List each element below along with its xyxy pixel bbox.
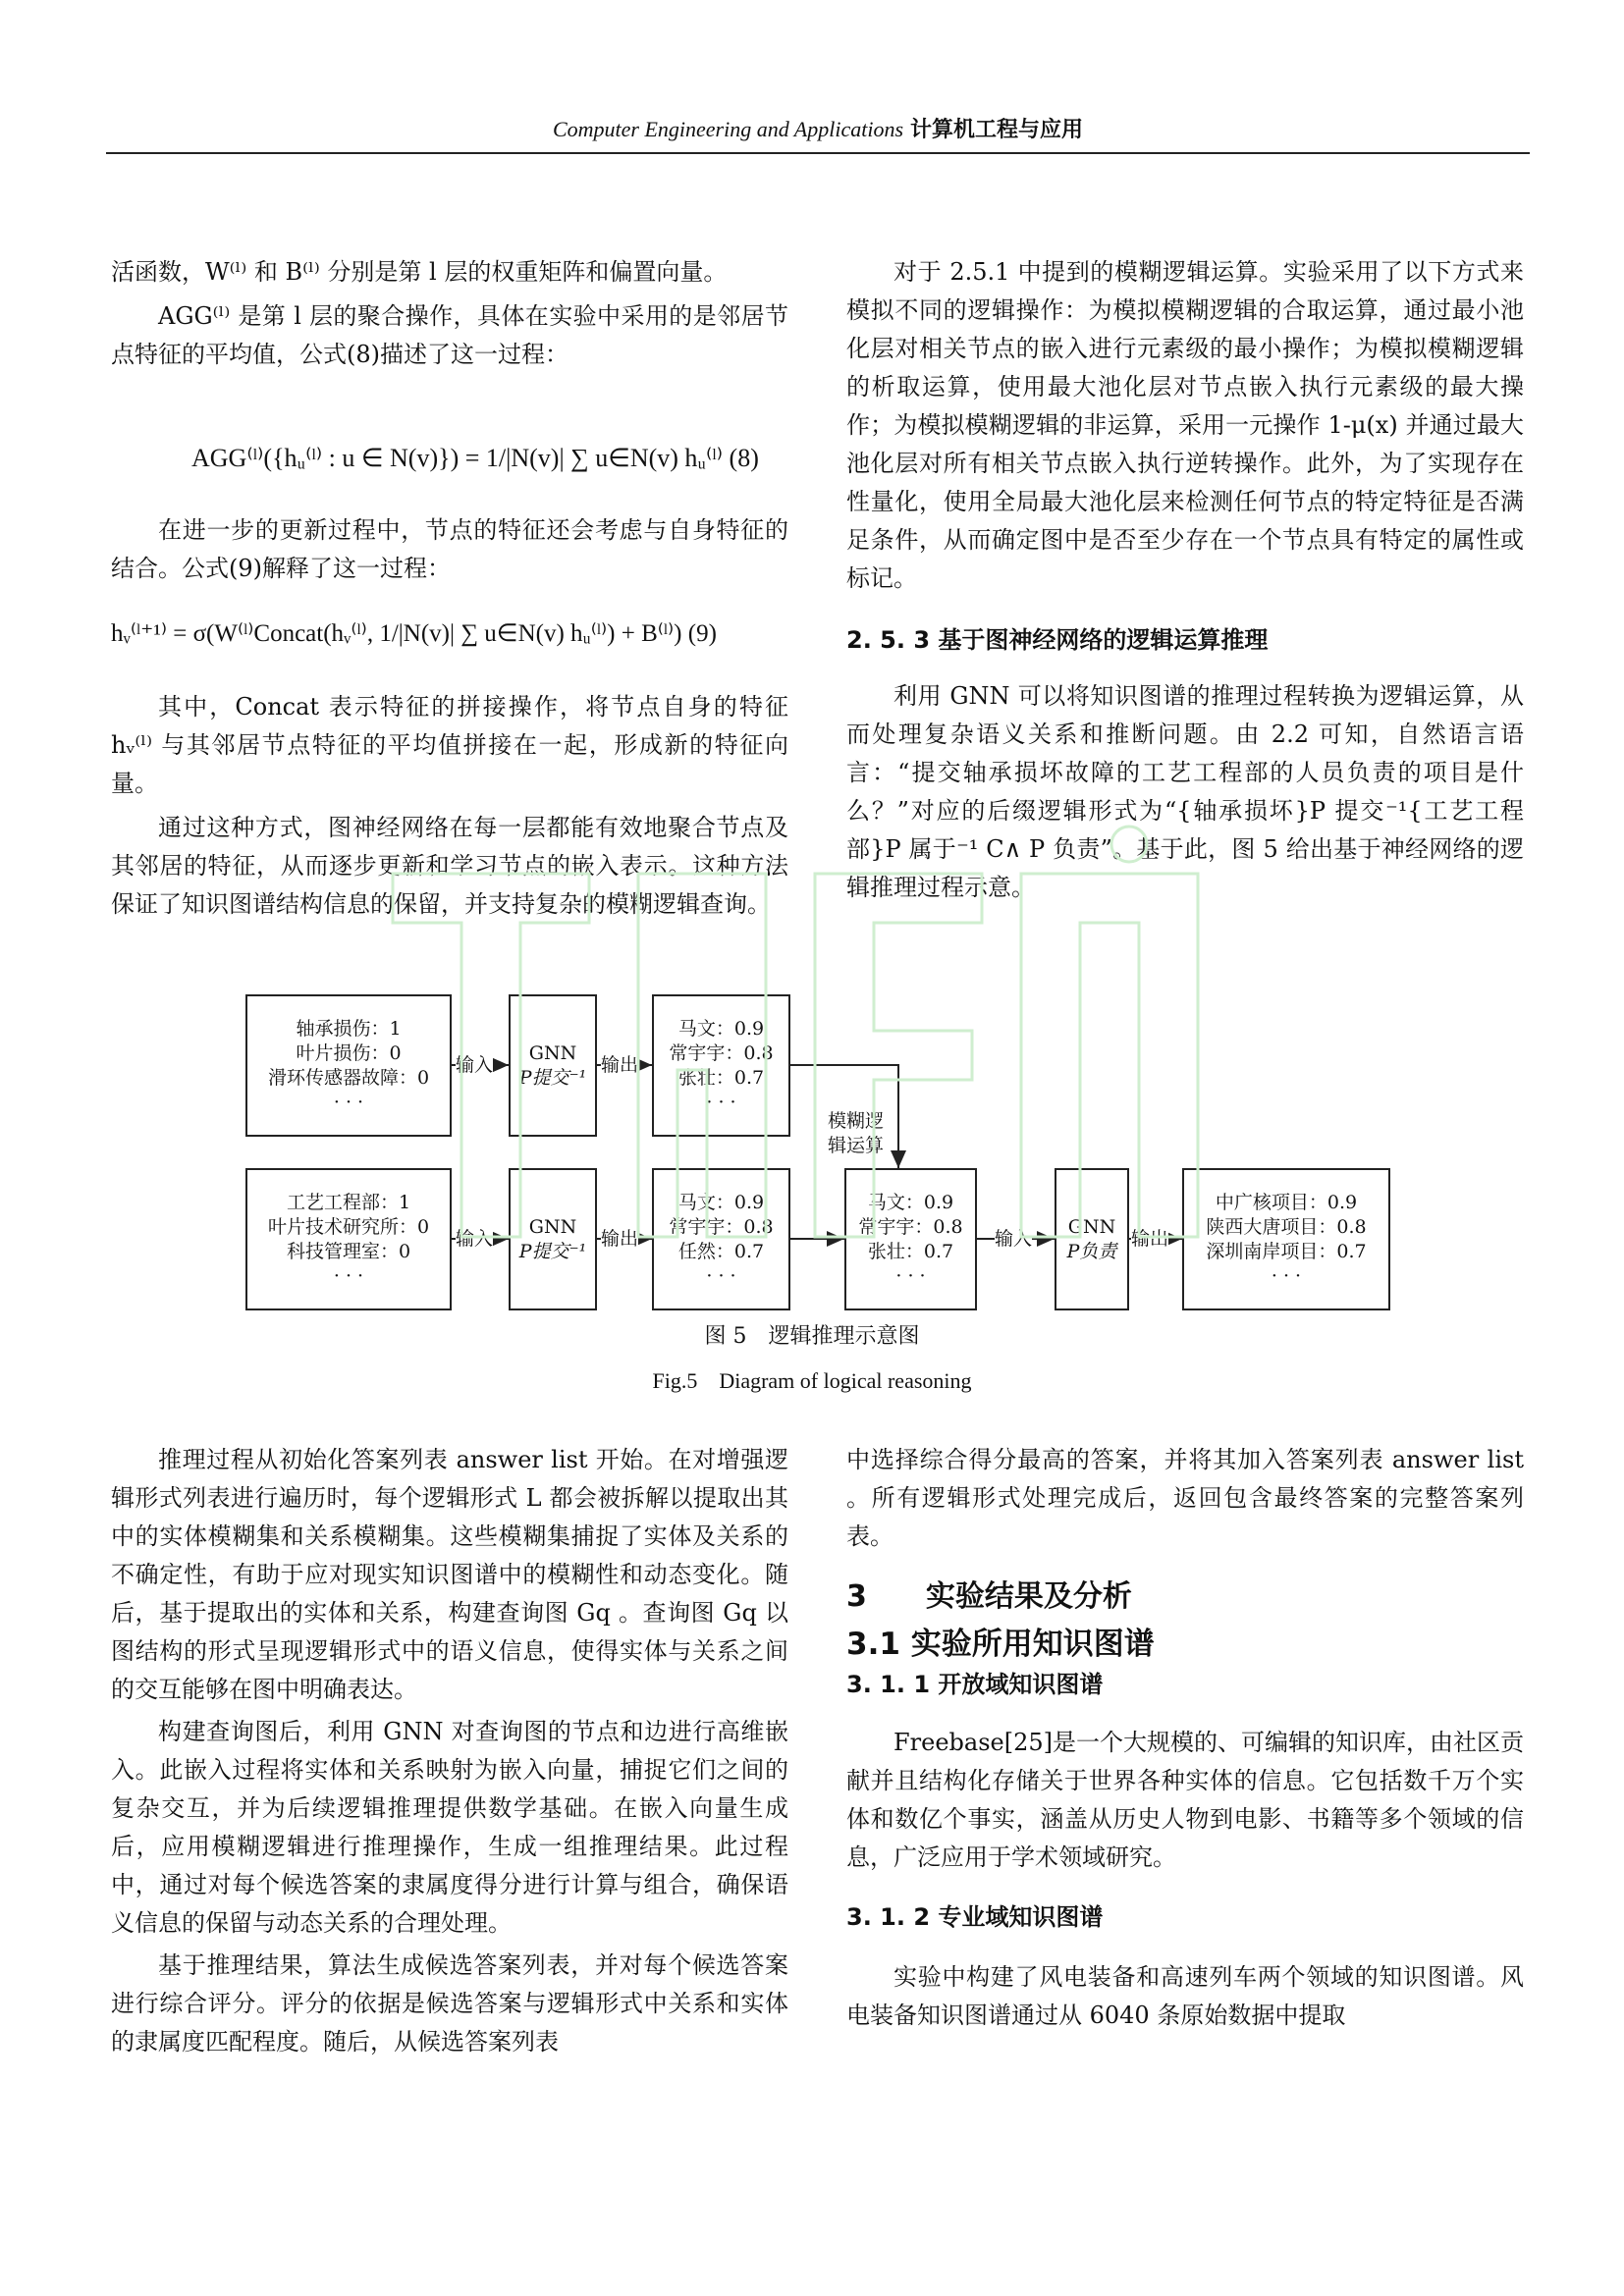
input-entity-box-faults: [245, 994, 452, 1137]
journal-title-en: Computer Engineering and Applications: [552, 117, 904, 141]
relation-label: P负责: [1066, 1240, 1117, 1262]
fuzzy-logic-label: [828, 1109, 884, 1158]
paragraph: 对于 2.5.1 中提到的模糊逻辑运算。实验采用了以下方式来模拟不同的逻辑操作：为模拟模糊逻辑的合取运算，通过最小池化层对相关节点的嵌入进行元素级的最小操作；为模拟模糊逻辑的析取运算，使用最大池化层对节点嵌入执行元素级的最大操作；为模拟模糊逻辑的非运算，采用一元操作 1-μ(x) 并通过最大池化层对所有相关节点嵌入执行逆转操作。此外，为了实现存在性量化，使用全局最大池化层来检测任何节点的特定特征是否满足条件，从而确定图中是否至少存在一个节点具有特定的属性或标记。: [846, 258, 1524, 592]
paragraph: AGG⁽ˡ⁾ 是第 l 层的聚合操作，具体在实验中采用的是邻居节点特征的平均值，公式(8)描述了这一过程：: [111, 302, 788, 368]
fuzzy-result-box: [844, 1168, 977, 1310]
section-heading-3-1: 3.1 实验所用知识图谱: [846, 1627, 1155, 1662]
box-line: 叶片技术研究所：0: [267, 1215, 430, 1238]
box-line: 任然：0.7: [677, 1240, 765, 1262]
paragraph: 在进一步的更新过程中，节点的特征还会考虑与自身特征的结合。公式(9)解释了这一过程：: [111, 516, 788, 582]
box-line: 常宇宇：0.8: [669, 1041, 774, 1064]
section-heading-3: 3 实验结果及分析: [846, 1579, 1132, 1614]
box-line: · · ·: [1271, 1264, 1302, 1287]
box-line: · · ·: [333, 1091, 364, 1113]
paragraph: 推理过程从初始化答案列表 answer list 开始。在对增强逻辑形式列表进行遍历时，每个逻辑形式 L 都会被拆解以提取出其中的实体模糊集和关系模糊集。这些模糊集捕捉了实体及关系的不确定性，有助于应对现实知识图谱中的模糊性和动态变化。随后，基于提取出的实体和关系，构建查询图 Gq 。查询图 Gq 以图结构的形式呈现逻辑形式中的语义信息，使得实体与关系之间的交互能够在图中明确表达。: [111, 1446, 788, 1703]
gnn-label: GNN: [528, 1041, 577, 1064]
output-label: 输出: [601, 1050, 638, 1077]
input-label: 输入: [456, 1224, 493, 1251]
paragraph: 其中，Concat 表示特征的拼接操作，将节点自身的特征 hᵥ⁽ˡ⁾ 与其邻居节点特征的平均值拼接在一起，形成新的特征向量。: [111, 693, 788, 797]
gnn-label: GNN: [1067, 1215, 1116, 1238]
journal-title-zh: 计算机工程与应用: [910, 118, 1084, 142]
box-line: · · ·: [706, 1091, 736, 1113]
input-entity-box-departments: [245, 1168, 452, 1310]
box-line: 中广核项目：0.9: [1215, 1191, 1358, 1213]
box-line: 张壮：0.7: [677, 1066, 765, 1089]
section-heading-3-1-1: 3. 1. 1 开放域知识图谱: [846, 1671, 1104, 1698]
paragraph: 通过这种方式，图神经网络在每一层都能有效地聚合节点及其邻居的特征，从而逐步更新和学习节点的嵌入表示。这种方法保证了知识图谱结构信息的保留，并支持复杂的模糊逻辑查询。: [111, 814, 788, 918]
box-line: 张壮：0.7: [867, 1240, 954, 1262]
box-line: 陕西大唐项目：0.8: [1206, 1215, 1367, 1238]
paragraph: 活函数，W⁽ˡ⁾ 和 B⁽ˡ⁾ 分别是第 l 层的权重矩阵和偏置向量。: [111, 258, 728, 286]
right-column-bottom: [846, 1441, 1524, 2035]
box-line: 常宇宇：0.8: [669, 1215, 774, 1238]
box-line: 滑环传感器故障：0: [267, 1066, 430, 1089]
paragraph: 利用 GNN 可以将知识图谱的推理过程转换为逻辑运算，从而处理复杂语义关系和推断问题。由 2.2 可知，自然语言语言：“提交轴承损坏故障的工艺工程部的人员负责的项目是什么？”对应的后缀逻辑形式为“{轴承损坏}P 提交⁻¹{工艺工程部}P 属于⁻¹ C∧ P 负责”。基于此，图 5 给出基于神经网络的逻辑推理过程示意。: [846, 682, 1524, 901]
paragraph: Freebase[25]是一个大规模的、可编辑的知识库，由社区贡献并且结构化存储关于世界各种实体的信息。它包括数千万个实体和数亿个事实，涵盖从历史人物到电影、书籍等多个领域的信息，广泛应用于学术领域研究。: [846, 1729, 1524, 1871]
equation-8: AGG⁽ˡ⁾({hᵤ⁽ˡ⁾ : u ∈ N(v)}) = 1/|N(v)| ∑ u∈N(v) hᵤ⁽ˡ⁾ (8): [191, 444, 759, 472]
box-line: · · ·: [333, 1264, 364, 1287]
box-line: 叶片损伤：0: [296, 1041, 402, 1064]
input-label: 输入: [456, 1050, 493, 1077]
gnn-box-responsible: [1055, 1168, 1129, 1310]
box-line: 马文：0.9: [677, 1191, 765, 1213]
box-line: 深圳南岸项目：0.7: [1206, 1240, 1367, 1262]
left-column-bottom: [111, 1441, 788, 2061]
box-line: 马文：0.9: [867, 1191, 954, 1213]
relation-label: P提交⁻¹: [518, 1240, 587, 1262]
paragraph: 构建查询图后，利用 GNN 对查询图的节点和边进行高维嵌入。此嵌入过程将实体和关系映射为嵌入向量，捕捉它们之间的复杂交互，并为后续逻辑推理提供数学基础。在嵌入向量生成后，应用模糊逻辑进行推理操作，生成一组推理结果。此过程中，通过对每个候选答案的隶属度得分进行计算与组合，确保语义信息的保留与动态关系的合理处理。: [111, 1718, 788, 1937]
fuzzy-logic-label-line: 模糊逻: [828, 1110, 885, 1132]
paragraph: 基于推理结果，算法生成候选答案列表，并对每个候选答案进行综合评分。评分的依据是候选答案与逻辑形式中关系和实体的隶属度匹配程度。随后，从候选答案列表: [111, 1951, 788, 2056]
box-line: · · ·: [706, 1264, 736, 1287]
section-heading-3-1-2: 3. 1. 2 专业域知识图谱: [846, 1903, 1104, 1931]
output-label: 输出: [1131, 1224, 1168, 1251]
box-line: 轴承损伤：1: [296, 1017, 402, 1040]
person-score-box-1: [652, 994, 790, 1137]
input-label: 输入: [995, 1224, 1032, 1251]
box-line: 常宇宇：0.8: [858, 1215, 963, 1238]
output-label: 输出: [601, 1224, 638, 1251]
box-line: · · ·: [895, 1264, 926, 1287]
paragraph: 中选择综合得分最高的答案，并将其加入答案列表 answer list 。所有逻辑形式处理完成后，返回包含最终答案的完整答案列表。: [846, 1446, 1524, 1550]
person-score-box-2: [652, 1168, 790, 1310]
section-heading-2-5-3: 2. 5. 3 基于图神经网络的逻辑运算推理: [846, 626, 1269, 654]
box-line: 工艺工程部：1: [286, 1191, 411, 1213]
paragraph: 实验中构建了风电装备和高速列车两个领域的知识图谱。风电装备知识图谱通过从 6040 条原始数据中提取: [846, 1963, 1524, 2029]
fuzzy-logic-label-line: 辑运算: [828, 1135, 885, 1156]
box-line: 科技管理室：0: [286, 1240, 411, 1262]
figure-caption-en: Fig.5 Diagram of logical reasoning: [652, 1368, 972, 1393]
gnn-label: GNN: [528, 1215, 577, 1238]
relation-label: P提交⁻¹: [518, 1066, 587, 1089]
gnn-box-belongs: [509, 1168, 597, 1310]
equation-9: hᵥ⁽ˡ⁺¹⁾ = σ(W⁽ˡ⁾Concat(hᵥ⁽ˡ⁾, 1/|N(v)| ∑ u∈N(v) hᵤ⁽ˡ⁾) + B⁽ˡ⁾) (9): [111, 620, 717, 647]
project-score-box: [1182, 1168, 1390, 1310]
figure-caption-zh: 图 5 逻辑推理示意图: [704, 1324, 920, 1349]
gnn-box-submit: [509, 994, 597, 1137]
box-line: 马文：0.9: [677, 1017, 765, 1040]
